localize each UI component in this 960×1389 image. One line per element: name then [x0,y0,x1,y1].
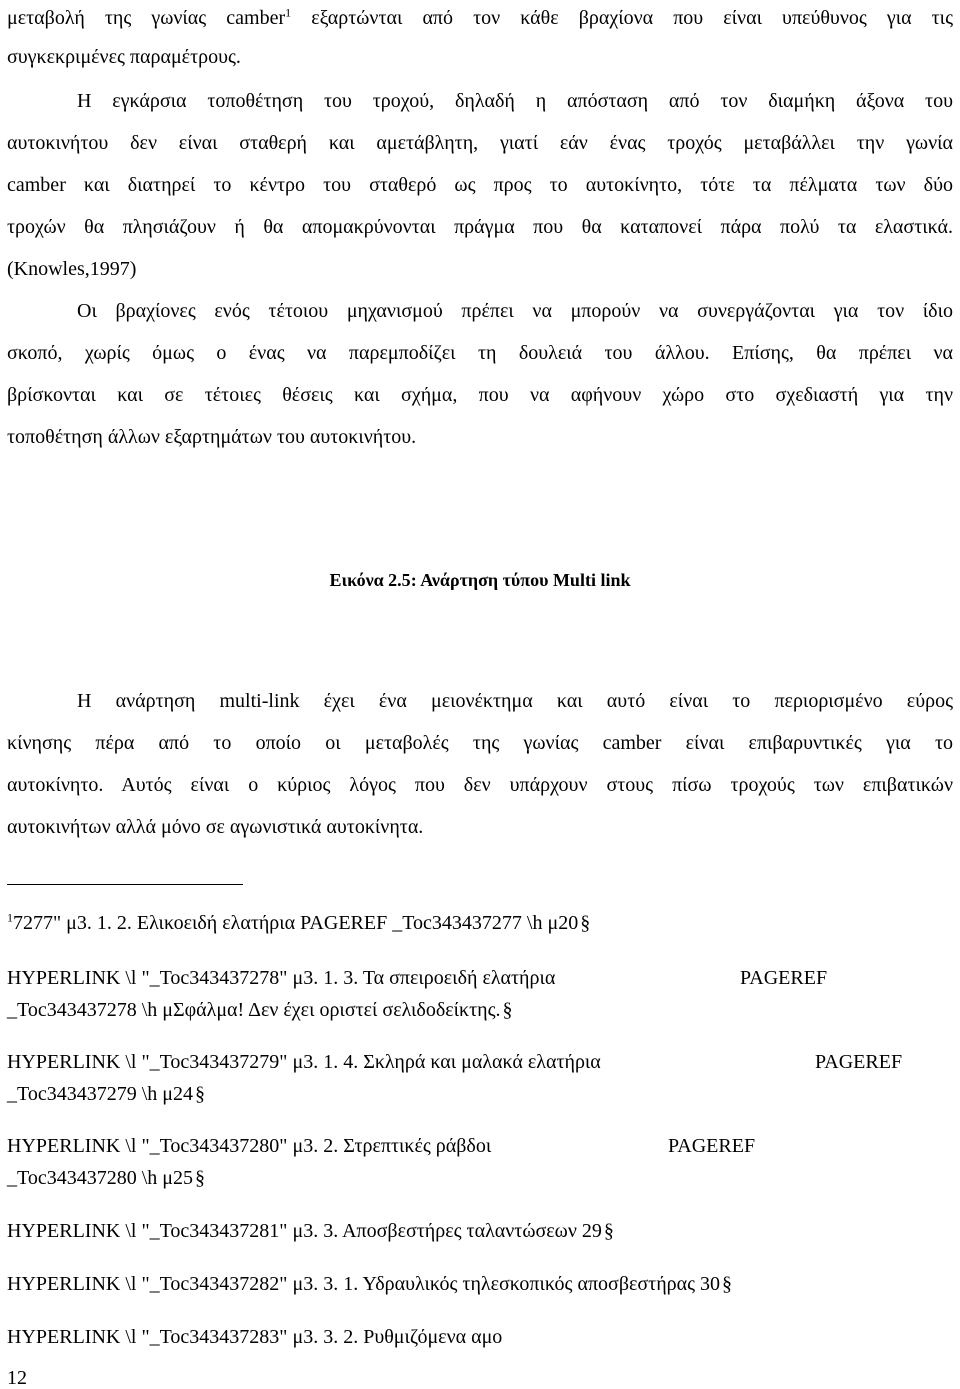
footnote-entry [7,1324,502,1350]
footnote-entry [7,1271,732,1297]
section-mark-icon: § [722,1273,733,1295]
footnote-entry [7,1133,953,1159]
paragraph-line [77,88,953,114]
text-run: σκοπό, χωρίς όμως ο ένας να παρεμποδίζει τη δουλειά του άλλου. Επίσης, θα πρέπει να [7,342,953,364]
citation: (Knowles,1997) [7,258,137,280]
paragraph-line [7,814,953,840]
section-mark-icon: § [194,1167,205,1189]
paragraph-line [7,340,953,366]
text-run: συγκεκριμένες παραμέτρους. [7,46,241,68]
footnote-text[interactable]: HYPERLINK \l "_Toc343437279" μ3. 1. 4. Σκληρά και μαλακά ελατήρια [7,1051,601,1073]
footnote-text: _Toc343437279 \h μ24 [7,1083,193,1105]
text-run: τροχών θα πλησιάζουν ή θα απομακρύνονται πράγμα που θα καταπονεί πάρα πολύ τα ελαστικά. [7,216,953,238]
footnote-mark: 1 [7,910,13,925]
text-run: camber και διατηρεί το κέντρο του σταθερό ως προς το αυτοκίνητο, τότε τα πέλματα των δύο [7,174,953,196]
text-run: τοποθέτηση άλλων εξαρτημάτων του αυτοκινήτου. [7,426,417,448]
footnote-field-code: PAGEREF [815,1051,903,1073]
text-run: Η εγκάρσια τοποθέτηση του τροχού, δηλαδή η απόσταση από τον διαμήκη άξονα του [77,90,953,112]
paragraph-line [7,424,953,450]
paragraph-line [7,44,953,70]
figure-caption-text: : Ανάρτηση τύπου Multi link [410,570,631,590]
footnote-field-code: PAGEREF [740,967,828,989]
footnote-entry [7,1218,614,1244]
figure-caption [0,567,960,593]
footnote-separator [7,884,243,885]
paragraph-line [7,214,953,240]
footnote-text: _Toc343437278 \h μΣφάλμα! Δεν έχει οριστεί σελιδοδείκτης. [7,999,501,1021]
text-run: Οι βραχίονες ενός τέτοιου μηχανισμού πρέπει να μπορούν να συνεργάζονται για τον ίδιο [77,300,953,322]
footnote-text: _Toc343437280 \h μ25 [7,1167,193,1189]
paragraph-line [7,256,953,282]
footnote-entry [7,910,590,936]
text-run: αυτοκινήτων αλλά μόνο σε αγωνιστικά αυτοκίνητα. [7,816,424,838]
footnote-field-code: PAGEREF [668,1135,756,1157]
text-run: εξαρτώνται από τον κάθε βραχίονα που είναι υπεύθυνος για τις [291,7,953,29]
footnote-text[interactable]: HYPERLINK \l "_Toc343437281" μ3. 3. Αποσβεστήρες ταλαντώσεων 29 [7,1220,602,1242]
section-mark-icon: § [502,999,513,1021]
text-run: μεταβολή της γωνίας camber [7,7,286,29]
text-run: Η ανάρτηση multi-link έχει ένα μειονέκτημα και αυτό είναι το περιορισμένο εύρος [77,690,953,712]
paragraph-line [7,730,953,756]
text-run: κίνησης πέρα από το οποίο οι μεταβολές της γωνίας camber είναι επιβαρυντικές για το [7,732,953,754]
footnote-text[interactable]: HYPERLINK \l "_Toc343437278" μ3. 1. 3. Τα σπειροειδή ελατήρια [7,967,556,989]
paragraph-line [7,172,953,198]
text-run: βρίσκονται και σε τέτοιες θέσεις και σχήμα, που να αφήνουν χώρο στο σχεδιαστή για την [7,384,953,406]
footnote-text[interactable]: HYPERLINK \l "_Toc343437283" μ3. 3. 2. Ρυθμιζόμενα αμο [7,1326,503,1348]
footnote-entry [7,1049,953,1075]
footnote-entry-continuation [7,1165,205,1191]
paragraph-line [7,130,953,156]
paragraph-line [77,688,953,714]
section-mark-icon: § [194,1083,205,1105]
text-run: αυτοκινήτου δεν είναι σταθερή και αμετάβλητη, γιατί εάν ένας τροχός μεταβάλλει την γωνία [7,132,953,154]
footnote-text[interactable]: HYPERLINK \l "_Toc343437282" μ3. 3. 1. Υδραυλικός τηλεσκοπικός αποσβεστήρας 30 [7,1273,721,1295]
section-mark-icon: § [603,1220,614,1242]
footnote-text[interactable]: HYPERLINK \l "_Toc343437280" μ3. 2. Στρεπτικές ράβδοι [7,1135,492,1157]
footnote-entry-continuation [7,1081,205,1107]
footnote-entry-continuation [7,997,513,1023]
footnote-reference[interactable]: 1 [285,5,292,20]
figure-label: Εικόνα 2.5 [329,570,411,590]
footnote-entry [7,965,953,991]
paragraph-line [7,382,953,408]
paragraph-line [7,772,953,798]
footnote-text[interactable]: 7277" μ3. 1. 2. Ελικοειδή ελατήρια PAGEREF _Toc343437277 \h μ20 [13,912,579,934]
text-run: αυτοκίνητο. Αυτός είναι ο κύριος λόγος που δεν υπάρχουν στους πίσω τροχούς των επιβατικών [7,774,953,796]
paragraph-line [77,298,953,324]
page-number: 12 [7,1367,27,1389]
section-mark-icon: § [580,912,591,934]
paragraph-line [7,5,953,31]
